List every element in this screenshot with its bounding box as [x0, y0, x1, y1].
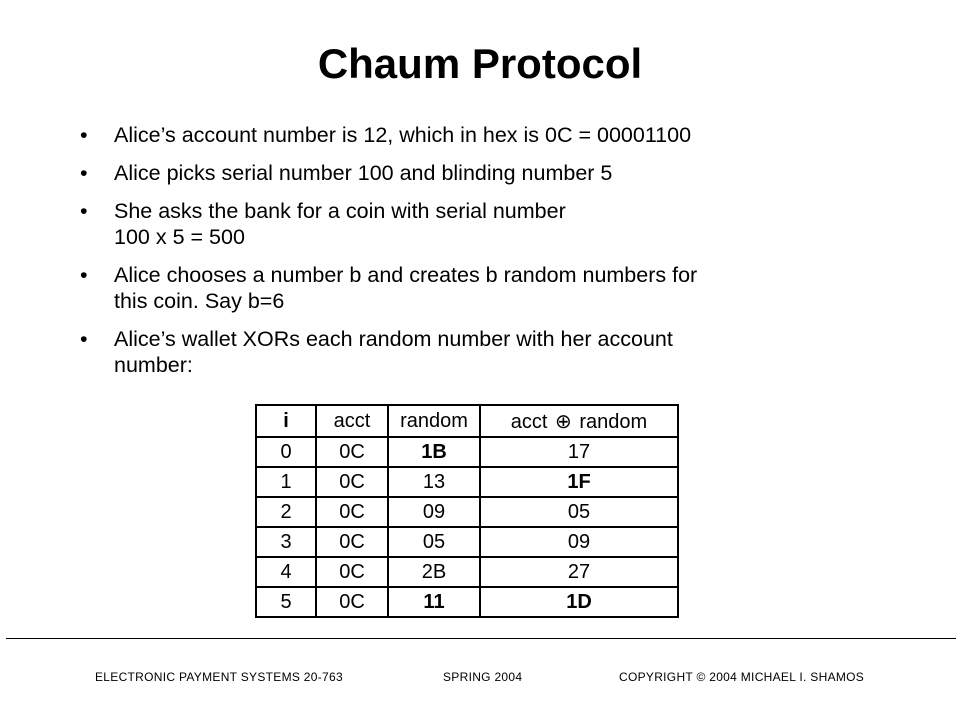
bullet-marker: • [80, 161, 88, 185]
cell-acct: 0C [316, 587, 388, 617]
bullet-text-continued: 100 x 5 = 500 [114, 225, 245, 249]
bullet-text: Alice chooses a number b and creates b random numbers for [114, 263, 698, 287]
table-row [256, 587, 678, 617]
bullet-item [80, 326, 880, 378]
bullet-marker: • [80, 263, 88, 287]
cell-random: 09 [388, 497, 480, 527]
header-xor-left: acct [510, 410, 548, 433]
cell-i: 4 [256, 557, 316, 587]
bullet-item [80, 160, 880, 186]
header-acct: acct [316, 405, 388, 437]
bullet-text: Alice’s wallet XORs each random number with her account [114, 327, 673, 351]
bullet-marker: • [80, 199, 88, 223]
header-random: random [388, 405, 480, 437]
table-row [256, 527, 678, 557]
cell-i: 2 [256, 497, 316, 527]
slide-title: Chaum Protocol [317, 40, 643, 87]
cell-acct: 0C [316, 527, 388, 557]
cell-xor: 17 [480, 437, 678, 467]
bullet-item [80, 122, 880, 148]
xor-table [255, 404, 679, 618]
cell-random: 13 [388, 467, 480, 497]
bullet-text: Alice picks serial number 100 and blinding number 5 [114, 161, 613, 185]
cell-i: 0 [256, 437, 316, 467]
xor-symbol-icon: ⊕ [555, 410, 572, 433]
table-row [256, 557, 678, 587]
cell-i: 1 [256, 467, 316, 497]
cell-random: 2B [388, 557, 480, 587]
header-acct-xor-random [480, 405, 678, 437]
cell-random: 05 [388, 527, 480, 557]
cell-acct: 0C [316, 497, 388, 527]
bullet-text: Alice’s account number is 12, which in hex is 0C = 00001100 [114, 123, 692, 147]
bullet-marker: • [80, 327, 88, 351]
table-row [256, 497, 678, 527]
bullet-text-continued: number: [114, 353, 193, 377]
cell-xor: 1F [480, 467, 678, 497]
cell-acct: 0C [316, 437, 388, 467]
bullet-marker: • [80, 123, 88, 147]
table-header-row [256, 405, 678, 437]
bullet-item [80, 262, 880, 314]
cell-random: 11 [388, 587, 480, 617]
header-xor-right: random [579, 410, 648, 433]
cell-xor: 09 [480, 527, 678, 557]
cell-i: 5 [256, 587, 316, 617]
footer-term: SPRING 2004 [443, 670, 523, 684]
table-row [256, 467, 678, 497]
footer-course: ELECTRONIC PAYMENT SYSTEMS 20-763 [95, 670, 343, 684]
bullet-text-continued: this coin. Say b=6 [114, 289, 285, 313]
cell-i: 3 [256, 527, 316, 557]
table-row [256, 437, 678, 467]
footer-copyright: COPYRIGHT © 2004 MICHAEL I. SHAMOS [619, 670, 865, 684]
cell-xor: 05 [480, 497, 678, 527]
bullet-text: She asks the bank for a coin with serial number [114, 199, 566, 223]
cell-acct: 0C [316, 557, 388, 587]
bullet-item [80, 198, 880, 250]
cell-xor: 27 [480, 557, 678, 587]
header-i: i [256, 405, 316, 437]
bullet-list [80, 122, 880, 390]
cell-acct: 0C [316, 467, 388, 497]
cell-xor: 1D [480, 587, 678, 617]
cell-random: 1B [388, 437, 480, 467]
footer-divider [6, 638, 956, 639]
